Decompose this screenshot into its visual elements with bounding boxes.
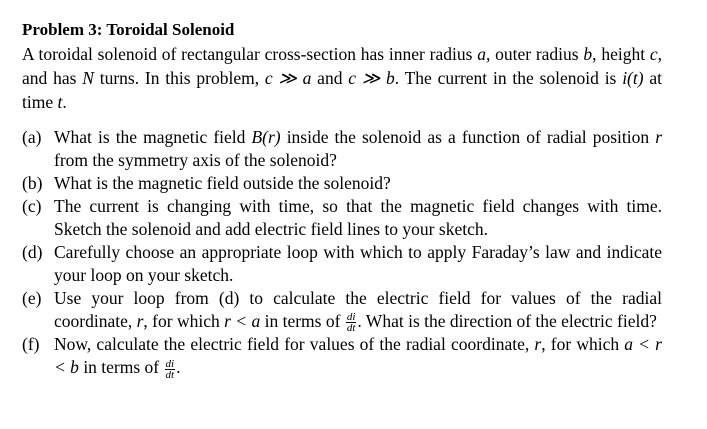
part-label: (d) — [22, 242, 43, 262]
part-f — [22, 333, 662, 379]
part-e — [22, 287, 662, 333]
di-dt-fraction — [165, 359, 176, 380]
part-c — [22, 195, 662, 241]
current-expression: i(t) — [622, 68, 644, 88]
var-r: r — [136, 311, 144, 331]
part-label: (e) — [22, 288, 42, 308]
part-f-text: in terms of — [83, 357, 160, 378]
part-label: (f) — [22, 334, 40, 355]
fraction-numerator: di — [346, 311, 356, 324]
problem-intro — [22, 42, 662, 114]
part-e-text: , for which — [143, 311, 220, 331]
part-a — [22, 126, 662, 172]
condition-a-lt-r-lt-b: a < r < b — [54, 334, 662, 378]
part-f-text: Now, calculate the electric field for values of the radial coordinate, — [54, 334, 530, 355]
problem-document — [22, 18, 662, 380]
intro-text: , outer radius — [485, 44, 579, 64]
var-r: r — [655, 127, 663, 147]
condition-c-gg-b: c ≫ b — [348, 68, 395, 88]
part-text — [54, 287, 662, 333]
part-text — [54, 126, 662, 172]
var-r: r — [534, 334, 542, 355]
part-label: (b) — [22, 173, 43, 193]
fraction-denominator: dt — [346, 322, 356, 335]
part-b — [22, 172, 662, 195]
var-a: a — [477, 44, 486, 64]
var-t: t — [57, 92, 63, 112]
intro-text: . — [62, 92, 67, 112]
var-b: b — [583, 44, 593, 64]
intro-text: at time — [22, 68, 663, 112]
intro-text: A toroidal solenoid of rectangular cross-section has inner radius — [22, 44, 473, 64]
part-text: Carefully choose an appropriate loop with which to apply Faraday’s law and indicate your loop on your sketch. — [54, 242, 662, 285]
part-a-text: inside the solenoid as a function of radial position — [286, 127, 650, 147]
part-e-text: in terms of — [264, 311, 341, 331]
part-d — [22, 241, 662, 287]
part-e-text: . What is the direction of the electric field? — [357, 311, 657, 331]
part-e-text: Use your loop from (d) to calculate the electric field for values of the radial coordinate, — [54, 288, 662, 331]
intro-text: . The current in the solenoid is — [394, 68, 617, 88]
intro-text: turns. In this problem, — [99, 68, 260, 88]
field-expression: B(r) — [251, 127, 281, 147]
part-f-text: . — [176, 357, 181, 378]
var-n: N — [82, 68, 94, 88]
var-c: c — [649, 44, 658, 64]
condition-r-lt-a: r < a — [224, 311, 261, 331]
fraction-denominator: dt — [165, 368, 175, 381]
part-a-text: from the symmetry axis of the solenoid? — [54, 150, 337, 170]
part-label: (a) — [22, 127, 42, 147]
intro-text: and — [317, 68, 343, 88]
problem-title: Problem 3: Toroidal Solenoid — [22, 20, 235, 39]
di-dt-fraction — [346, 312, 357, 333]
intro-text: , height — [592, 44, 646, 64]
part-f-text: , for which — [541, 334, 620, 355]
part-a-text: What is the magnetic field — [54, 127, 246, 147]
intro-text: , and has — [22, 44, 663, 88]
part-label: (c) — [22, 196, 42, 216]
part-text: The current is changing with time, so that the magnetic field changes with time. Sketch the solenoid and add electric field lines to your sketch. — [54, 196, 662, 239]
part-text: What is the magnetic field outside the solenoid? — [54, 173, 391, 193]
fraction-numerator: di — [165, 357, 175, 370]
condition-c-gg-a: c ≫ a — [264, 68, 312, 88]
part-text — [54, 333, 662, 379]
parts-list — [22, 126, 662, 380]
